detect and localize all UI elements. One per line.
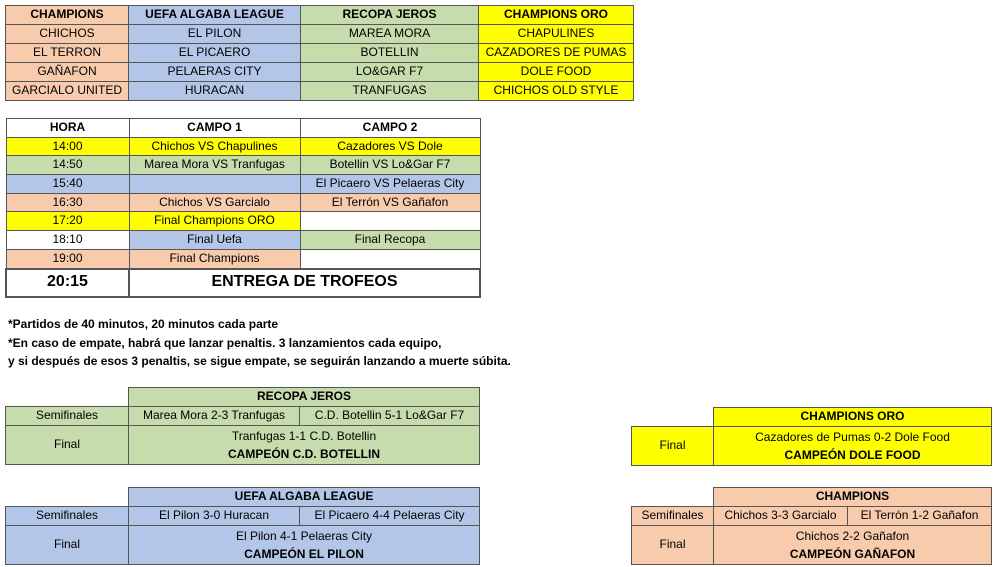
recopa-semis-row: [6, 407, 480, 426]
note-line: *Partidos de 40 minutos, 20 minutos cada parte: [8, 317, 279, 331]
schedule-time: 17:20: [6, 212, 129, 231]
oro-title: CHAMPIONS ORO: [714, 408, 992, 427]
schedule-campo2: Final Recopa: [300, 231, 480, 250]
team-cell: CHICHOS: [6, 25, 129, 44]
team-cell: EL TERRON: [6, 44, 129, 63]
recopa-semi1: Marea Mora 2-3 Tranfugas: [129, 407, 300, 426]
uefa-final-row: [6, 526, 480, 565]
schedule-campo2: El Terrón VS Gañafon: [300, 193, 480, 212]
note-line: *En caso de empate, habrá que lanzar penaltis. 3 lanzamientos cada equipo,: [8, 335, 442, 350]
recopa-final-result: Tranfugas 1-1 C.D. Botellin: [231, 429, 377, 443]
schedule-row: [6, 175, 480, 194]
team-cell: CHAPULINES: [479, 25, 634, 44]
oro-champion: CAMPEÓN DOLE FOOD: [784, 448, 921, 462]
schedule-time: 15:40: [6, 175, 129, 194]
trophy-time: 20:15: [6, 269, 129, 297]
teams-header-oro: CHAMPIONS ORO: [479, 6, 634, 25]
uefa-results-table: [5, 487, 480, 565]
schedule-header-campo1: CAMPO 1: [129, 119, 300, 138]
champions-final-result: Chichos 2-2 Gañafon: [795, 529, 910, 543]
champions-champion: CAMPEÓN GAÑAFON: [789, 547, 916, 561]
schedule-time: 19:00: [6, 249, 129, 268]
uefa-final-label: Final: [6, 526, 129, 565]
oro-final-result: Cazadores de Pumas 0-2 Dole Food: [755, 430, 950, 444]
schedule-row: [6, 156, 480, 175]
recopa-title: RECOPA JEROS: [129, 388, 480, 407]
schedule-campo2: Cazadores VS Dole: [300, 137, 480, 156]
team-cell: EL PICAERO: [129, 44, 301, 63]
schedule-campo1: [129, 175, 300, 194]
trophy-label: ENTREGA DE TROFEOS: [129, 269, 480, 297]
schedule-header-hora: HORA: [6, 119, 129, 138]
schedule-row: [6, 137, 480, 156]
recopa-final-row: [6, 426, 480, 465]
team-cell: CHICHOS OLD STYLE: [479, 82, 634, 101]
schedule-campo2: [300, 249, 480, 268]
schedule-campo2: Botellin VS Lo&Gar F7: [300, 156, 480, 175]
recopa-final-label: Final: [6, 426, 129, 465]
teams-table: [5, 5, 634, 101]
champions-title: CHAMPIONS: [714, 488, 992, 507]
schedule-campo1: Chichos VS Chapulines: [129, 137, 300, 156]
teams-header-champions: CHAMPIONS: [6, 6, 129, 25]
schedule-row: [6, 212, 480, 231]
recopa-semis-label: Semifinales: [6, 407, 129, 426]
team-cell: CAZADORES DE PUMAS: [479, 44, 634, 63]
champions-results-table: [631, 487, 992, 565]
team-cell: HURACAN: [129, 82, 301, 101]
teams-row: [6, 44, 634, 63]
recopa-semi2: C.D. Botellin 5-1 Lo&Gar F7: [300, 407, 480, 426]
schedule-campo2: [300, 212, 480, 231]
schedule-table: [5, 118, 481, 298]
schedule-campo1: Chichos VS Garcialo: [129, 193, 300, 212]
team-cell: GAÑAFON: [6, 63, 129, 82]
uefa-champion: CAMPEÓN EL PILON: [244, 547, 364, 561]
uefa-semis-label: Semifinales: [6, 507, 129, 526]
rules-notes: [8, 315, 511, 371]
recopa-champion: CAMPEÓN C.D. BOTELLIN: [228, 447, 380, 461]
schedule-row: [6, 193, 480, 212]
schedule-campo1: Final Champions: [129, 249, 300, 268]
recopa-final-cell: [129, 426, 480, 465]
schedule-campo1: Final Uefa: [129, 231, 300, 250]
team-cell: BOTELLIN: [301, 44, 479, 63]
note-line: y si después de esos 3 penaltis, se sigue empate, se seguirán lanzando a muerte súbita.: [8, 354, 511, 368]
recopa-results-table: [5, 387, 480, 465]
schedule-time: 14:00: [6, 137, 129, 156]
schedule-time: 14:50: [6, 156, 129, 175]
team-cell: LO&GAR F7: [301, 63, 479, 82]
teams-header-row: [6, 6, 634, 25]
schedule-row: [6, 231, 480, 250]
team-cell: TRANFUGAS: [301, 82, 479, 101]
schedule-time: 16:30: [6, 193, 129, 212]
uefa-final-result: El Pilon 4-1 Pelaeras City: [235, 529, 373, 543]
schedule-trophy-row: [6, 269, 480, 297]
champions-final-row: [632, 526, 992, 565]
oro-results-table: [631, 407, 992, 466]
schedule-campo2: El Picaero VS Pelaeras City: [300, 175, 480, 194]
oro-final-cell: [714, 427, 992, 466]
team-cell: DOLE FOOD: [479, 63, 634, 82]
teams-header-recopa: RECOPA JEROS: [301, 6, 479, 25]
schedule-campo1: Final Champions ORO: [129, 212, 300, 231]
uefa-semi2: El Picaero 4-4 Pelaeras City: [300, 507, 480, 526]
oro-final-row: [632, 427, 992, 466]
teams-header-uefa: UEFA ALGABA LEAGUE: [129, 6, 301, 25]
uefa-final-cell: [129, 526, 480, 565]
uefa-semi1: El Pilon 3-0 Huracan: [129, 507, 300, 526]
team-cell: PELAERAS CITY: [129, 63, 301, 82]
uefa-title: UEFA ALGABA LEAGUE: [129, 488, 480, 507]
team-cell: EL PILON: [129, 25, 301, 44]
schedule-header-campo2: CAMPO 2: [300, 119, 480, 138]
champions-final-cell: [714, 526, 992, 565]
oro-final-label: Final: [632, 427, 714, 466]
schedule-header-row: [6, 119, 480, 138]
champions-semi1: Chichos 3-3 Garcialo: [714, 507, 848, 526]
teams-row: [6, 82, 634, 101]
teams-row: [6, 63, 634, 82]
uefa-semis-row: [6, 507, 480, 526]
schedule-time: 18:10: [6, 231, 129, 250]
schedule-row: [6, 249, 480, 268]
champions-semis-label: Semifinales: [632, 507, 714, 526]
team-cell: MAREA MORA: [301, 25, 479, 44]
teams-row: [6, 25, 634, 44]
schedule-campo1: Marea Mora VS Tranfugas: [129, 156, 300, 175]
team-cell: GARCIALO UNITED: [6, 82, 129, 101]
champions-semis-row: [632, 507, 992, 526]
champions-semi2: El Terrón 1-2 Gañafon: [848, 507, 992, 526]
champions-final-label: Final: [632, 526, 714, 565]
